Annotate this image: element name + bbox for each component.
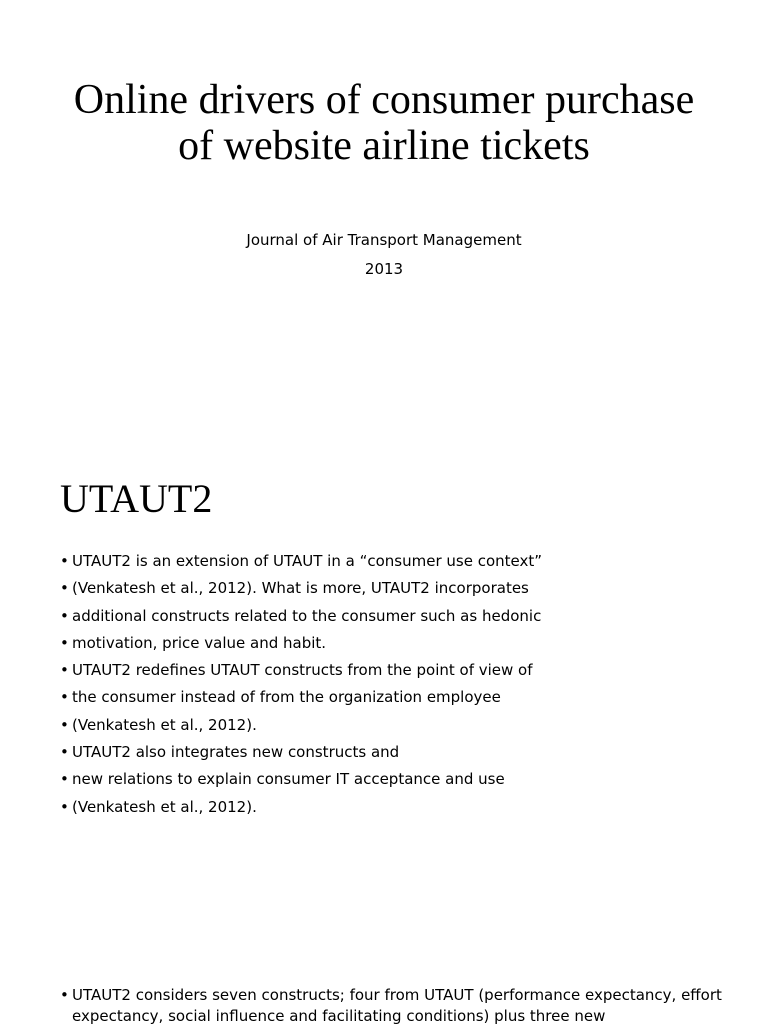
bullet-item: • (Venkatesh et al., 2012). What is more, UTAUT2 incorporates xyxy=(60,575,740,602)
bullet-item: • motivation, price value and habit. xyxy=(60,630,740,657)
bullet-item: • new relations to explain consumer IT acceptance and use xyxy=(60,766,740,793)
bullet-list xyxy=(60,985,750,1024)
bullet-item: • UTAUT2 redefines UTAUT constructs from the point of view of xyxy=(60,657,740,684)
title-slide xyxy=(0,0,768,432)
publication-year: 2013 xyxy=(364,260,404,278)
constructs-slide xyxy=(0,864,768,1024)
bullet-item: • (Venkatesh et al., 2012). xyxy=(60,712,740,739)
bullet-item: • the consumer instead of from the organization employee xyxy=(60,684,740,711)
journal-name: Journal of Air Transport Management xyxy=(246,231,522,249)
bullet-item: • (Venkatesh et al., 2012). xyxy=(60,794,740,821)
bullet-item: • UTAUT2 also integrates new constructs and xyxy=(60,739,740,766)
utaut2-slide xyxy=(0,432,768,864)
bullet-item: • UTAUT2 considers seven constructs; four from UTAUT (performance expectancy, effort expectancy, social influence and facilitating conditions) plus three new xyxy=(60,985,750,1024)
bullet-list xyxy=(60,548,740,821)
bullet-item: • additional constructs related to the consumer such as hedonic xyxy=(60,603,740,630)
slide-title: Online drivers of consumer purchase of website airline tickets xyxy=(73,77,695,169)
slide-heading: UTAUT2 xyxy=(60,476,213,521)
bullet-item: • UTAUT2 is an extension of UTAUT in a “consumer use context” xyxy=(60,548,740,575)
